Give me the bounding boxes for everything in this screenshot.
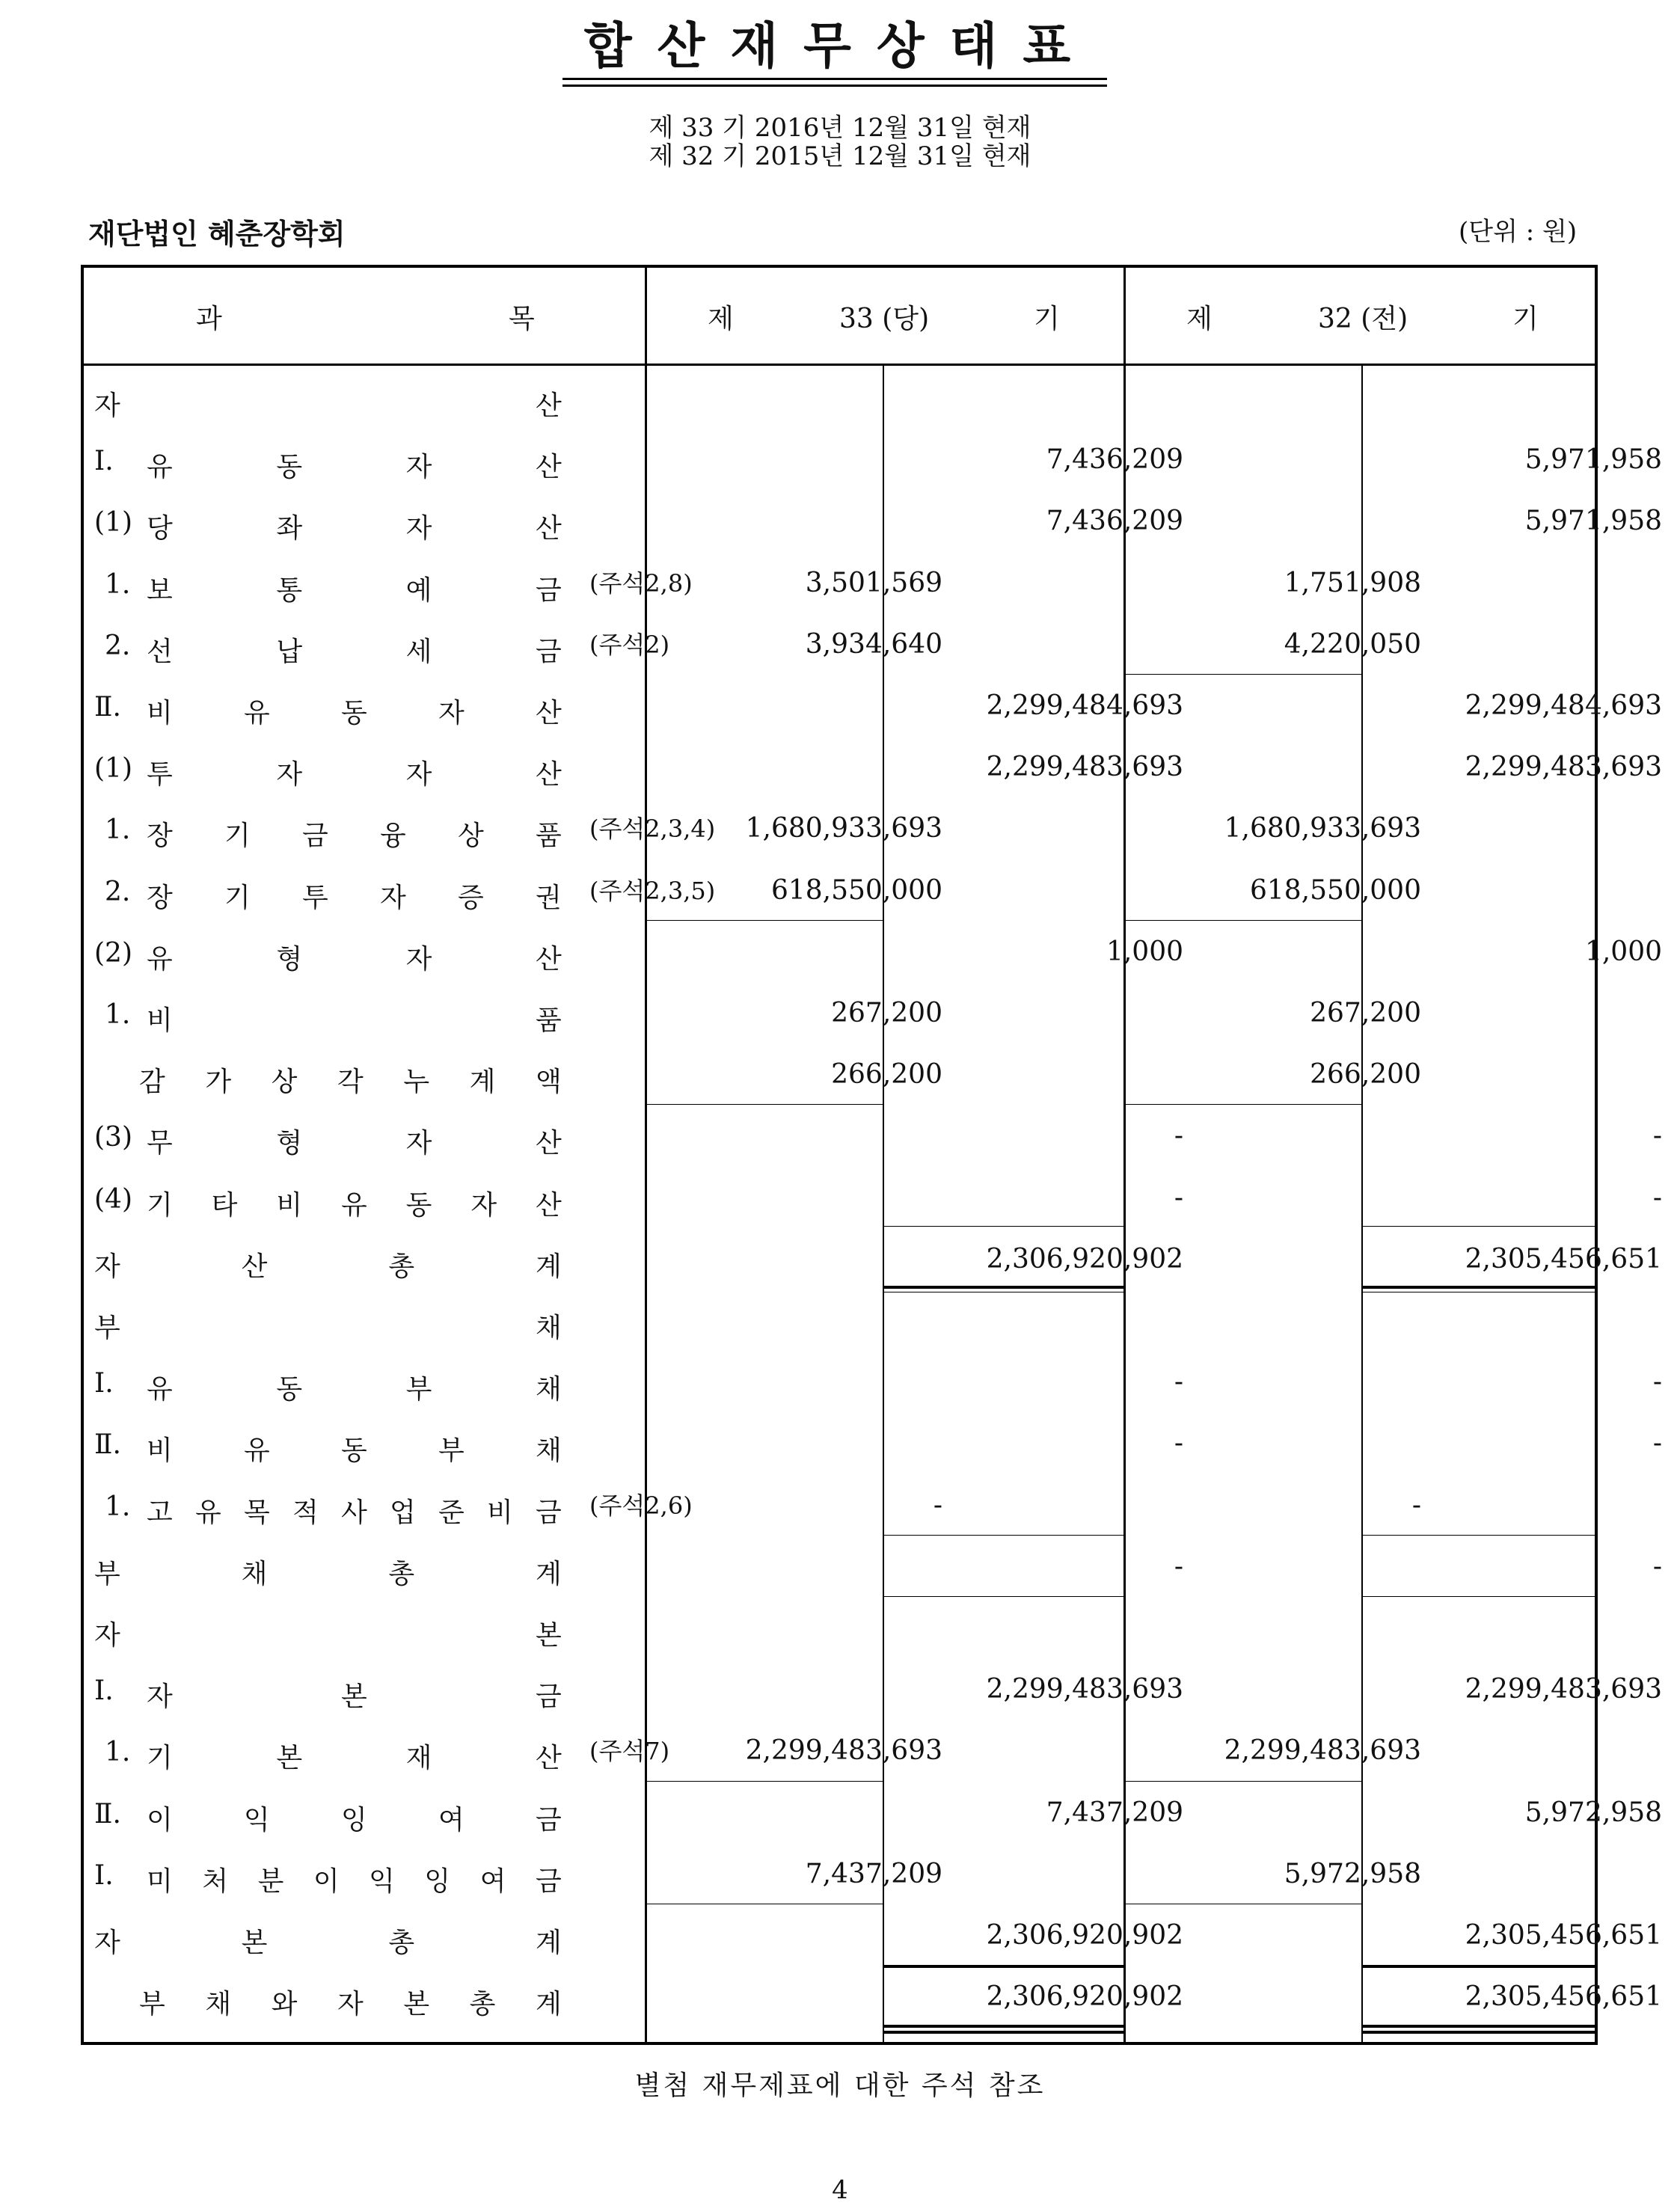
title-underline-second — [562, 85, 1107, 87]
row-amount-1 — [649, 1536, 942, 1598]
row-amount-1: 3,934,640 — [805, 628, 942, 660]
row-label: Ⅱ. 이 익 잉 여 금 — [94, 1798, 562, 1836]
title-underline — [562, 78, 1107, 80]
row-label: 부 채 총 계 — [94, 1558, 562, 1589]
header-current-b: 33 (당) — [839, 304, 930, 334]
row-amount-1: 7,437,209 — [805, 1858, 942, 1889]
row-amount-1 — [649, 1598, 942, 1659]
row-amount-3: 1,751,908 — [1284, 567, 1421, 598]
row-note: (주석2,8) — [589, 568, 693, 598]
row-label: 1. 기 본 재 산 — [105, 1737, 562, 1774]
header-rule — [84, 364, 1595, 366]
row-amount-4: 5,972,958 — [1524, 1797, 1662, 1828]
row-amount-3 — [1128, 1352, 1421, 1413]
rule-line — [1361, 1286, 1595, 1289]
row-amount-4 — [1442, 798, 1662, 859]
row-amount-2: 2,299,484,693 — [986, 690, 1183, 721]
row-amount-3 — [1128, 1229, 1421, 1290]
row-amount-4: 2,305,456,651 — [1465, 1981, 1662, 2013]
row-amount-1 — [649, 737, 942, 798]
row-amount-1 — [649, 368, 942, 429]
row-amount-4 — [1442, 1290, 1662, 1352]
row-amount-3 — [1128, 1290, 1421, 1352]
row-amount-4: - — [1652, 1367, 1662, 1398]
row-amount-4 — [1442, 614, 1662, 675]
rule-line — [1361, 1965, 1595, 1968]
row-amount-3 — [1128, 675, 1421, 737]
row-amount-1 — [649, 1290, 942, 1352]
row-amount-1: 267,200 — [831, 998, 942, 1028]
row-amount-4 — [1442, 553, 1662, 614]
rule-line — [1123, 1781, 1361, 1782]
row-amount-3 — [1128, 491, 1421, 552]
row-label: Ⅰ. 자 본 금 — [94, 1675, 562, 1713]
row-amount-3 — [1128, 1782, 1421, 1844]
row-amount-2: 2,299,483,693 — [986, 1674, 1183, 1705]
row-amount-4: 5,971,958 — [1524, 506, 1662, 537]
row-amount-1 — [649, 1106, 942, 1167]
row-amount-3: 5,972,958 — [1284, 1858, 1421, 1889]
row-amount-1 — [649, 675, 942, 737]
row-amount-3: 618,550,000 — [1249, 874, 1421, 906]
row-amount-3 — [1128, 1598, 1421, 1659]
header-prior-b: 32 (전) — [1318, 304, 1408, 334]
row-amount-1 — [649, 1413, 942, 1474]
rule-line — [883, 1965, 1123, 1968]
row-amount-3: 266,200 — [1310, 1059, 1421, 1091]
row-amount-1: 1,680,933,693 — [745, 813, 942, 844]
row-label: (4) 기 타 비 유 동 자 산 — [94, 1183, 562, 1221]
row-amount-1: 2,299,483,693 — [745, 1735, 942, 1767]
rule-line — [1361, 2025, 1595, 2028]
row-amount-1: - — [933, 1489, 942, 1521]
row-amount-1 — [649, 1782, 942, 1844]
row-amount-2: - — [1174, 1428, 1183, 1459]
header-current-c: 기 — [1034, 304, 1060, 334]
row-amount-1: 266,200 — [831, 1059, 942, 1091]
row-amount-3: 2,299,483,693 — [1224, 1735, 1421, 1767]
row-amount-4 — [1442, 860, 1662, 921]
rule-line — [1361, 1535, 1595, 1536]
row-amount-3: - — [1411, 1489, 1421, 1521]
row-label: (1) 투 자 자 산 — [94, 753, 562, 791]
period-current: 제 33 기 2016년 12월 31일 현재 — [649, 113, 1031, 143]
header-prior-a: 제 — [1186, 304, 1213, 334]
row-amount-1 — [649, 1168, 942, 1229]
rule-line — [1361, 1596, 1595, 1597]
document-title: 합산재무상태표 — [583, 16, 1097, 75]
row-amount-3 — [1128, 1168, 1421, 1229]
row-label: 자 본 총 계 — [94, 1928, 562, 1958]
row-label: Ⅰ. 미 처 분 이 익 잉 여 금 — [94, 1859, 562, 1897]
row-label: 1. 비 품 — [105, 999, 562, 1036]
row-amount-4: 2,299,483,693 — [1465, 1674, 1662, 1705]
row-amount-3: 1,680,933,693 — [1224, 813, 1421, 844]
row-label: 2. 선 납 세 금 — [105, 630, 562, 667]
row-amount-4 — [1442, 1475, 1662, 1536]
row-amount-2: - — [1174, 1551, 1183, 1582]
rule-line — [883, 1226, 1123, 1227]
row-amount-1 — [649, 1659, 942, 1720]
row-amount-2: 2,306,920,902 — [986, 1981, 1183, 2013]
rule-line — [1123, 674, 1361, 675]
row-amount-4: 2,305,456,651 — [1465, 1243, 1662, 1275]
unit-label: (단위 : 원) — [1459, 217, 1578, 247]
row-amount-1: 618,550,000 — [770, 874, 942, 906]
row-amount-2: 7,436,209 — [1046, 506, 1183, 537]
row-amount-4 — [1442, 1044, 1662, 1106]
row-note: (주석2,6) — [589, 1491, 693, 1520]
header-account-b: 목 — [509, 304, 535, 334]
header-account-a: 과 — [196, 304, 222, 334]
row-amount-4 — [1442, 983, 1662, 1044]
page-number: 4 — [832, 2175, 848, 2205]
header-prior-c: 기 — [1512, 304, 1539, 334]
footer-note: 별첨 재무제표에 대한 주석 참조 — [634, 2070, 1046, 2101]
rule-line — [1361, 1226, 1595, 1227]
row-note: (주석2,3,4) — [589, 815, 716, 844]
row-amount-2: 1,000 — [1106, 936, 1183, 967]
rule-line — [883, 1286, 1123, 1289]
row-amount-3: 267,200 — [1310, 998, 1421, 1028]
row-amount-4: 2,299,483,693 — [1465, 752, 1662, 783]
row-amount-4: - — [1652, 1551, 1662, 1582]
row-amount-3 — [1128, 1659, 1421, 1720]
row-amount-3 — [1128, 1413, 1421, 1474]
row-label: 자 산 — [94, 390, 562, 421]
row-label: 1. 고 유 목 적 사 업 준 비 금 — [105, 1491, 562, 1528]
row-label: (2) 유 형 자 산 — [94, 937, 562, 975]
balance-sheet-table — [81, 265, 1662, 2045]
rule-line — [883, 1596, 1123, 1597]
row-amount-2: 7,437,209 — [1046, 1797, 1183, 1828]
row-amount-2: 2,306,920,902 — [986, 1243, 1183, 1275]
row-amount-4: 1,000 — [1584, 936, 1662, 967]
row-amount-4: - — [1652, 1182, 1662, 1213]
row-amount-2: 7,436,209 — [1046, 444, 1183, 476]
rule-line — [883, 2031, 1123, 2034]
row-amount-3: 4,220,050 — [1284, 628, 1421, 660]
row-label: 1. 장 기 금 융 상 품 — [105, 815, 562, 852]
row-amount-4: - — [1652, 1120, 1662, 1152]
row-label: Ⅰ. 유 동 부 채 — [94, 1368, 562, 1405]
row-note: (주석2,3,5) — [589, 876, 716, 905]
row-label: 부 채 — [94, 1313, 562, 1343]
row-label: (1) 당 좌 자 산 — [94, 507, 562, 545]
row-amount-4 — [1442, 368, 1662, 429]
row-amount-3 — [1128, 921, 1421, 983]
row-label: 자 산 총 계 — [94, 1251, 562, 1282]
row-amount-1 — [649, 1229, 942, 1290]
row-amount-1 — [649, 429, 942, 491]
row-amount-1 — [649, 1905, 942, 1966]
row-label: 감 가 상 각 누 계 액 — [139, 1067, 562, 1098]
rule-line — [883, 2025, 1123, 2028]
row-amount-4 — [1442, 1844, 1662, 1905]
row-label: Ⅱ. 비 유 동 부 채 — [94, 1429, 562, 1467]
row-amount-3 — [1128, 429, 1421, 491]
rule-line — [645, 920, 883, 921]
row-label: Ⅱ. 비 유 동 자 산 — [94, 692, 562, 729]
row-amount-2: 2,306,920,902 — [986, 1920, 1183, 1951]
row-amount-1 — [649, 1966, 942, 2028]
row-amount-3 — [1128, 1966, 1421, 2028]
row-amount-2: 2,299,483,693 — [986, 752, 1183, 783]
row-amount-2: - — [1174, 1367, 1183, 1398]
row-label: 2. 장 기 투 자 증 권 — [105, 876, 562, 913]
period-prior: 제 32 기 2015년 12월 31일 현재 — [649, 141, 1031, 171]
row-note: (주석2) — [589, 630, 670, 659]
row-label: 1. 보 통 예 금 — [105, 568, 562, 606]
row-amount-2: - — [1174, 1182, 1183, 1213]
row-amount-1: 3,501,569 — [805, 567, 942, 598]
row-amount-3 — [1128, 1905, 1421, 1966]
rule-line — [1123, 920, 1361, 921]
entity-name: 재단법인 혜춘장학회 — [88, 217, 346, 251]
rule-line — [645, 1104, 883, 1105]
rule-line — [645, 1781, 883, 1782]
row-amount-4 — [1442, 1598, 1662, 1659]
row-note: (주석7) — [589, 1737, 670, 1766]
rule-line — [1123, 1104, 1361, 1105]
row-amount-2: - — [1174, 1120, 1183, 1152]
row-amount-3 — [1128, 1106, 1421, 1167]
row-amount-4: 5,971,958 — [1524, 444, 1662, 476]
row-label: Ⅰ. 유 동 자 산 — [94, 446, 562, 483]
row-label: 자 본 — [94, 1620, 562, 1651]
row-amount-3 — [1128, 368, 1421, 429]
row-label: 부 채 와 자 본 총 계 — [139, 1989, 562, 2020]
row-amount-3 — [1128, 737, 1421, 798]
row-label: (3) 무 형 자 산 — [94, 1122, 562, 1159]
row-amount-1 — [649, 1352, 942, 1413]
row-amount-1 — [649, 921, 942, 983]
row-amount-4 — [1442, 1720, 1662, 1782]
row-amount-3 — [1128, 1536, 1421, 1598]
rule-line — [1361, 2031, 1595, 2034]
row-amount-4: 2,299,484,693 — [1465, 690, 1662, 721]
row-amount-4: - — [1652, 1428, 1662, 1459]
header-current-a: 제 — [708, 304, 734, 334]
rule-line — [883, 1535, 1123, 1536]
row-amount-4: 2,305,456,651 — [1465, 1920, 1662, 1951]
row-amount-1 — [649, 491, 942, 552]
